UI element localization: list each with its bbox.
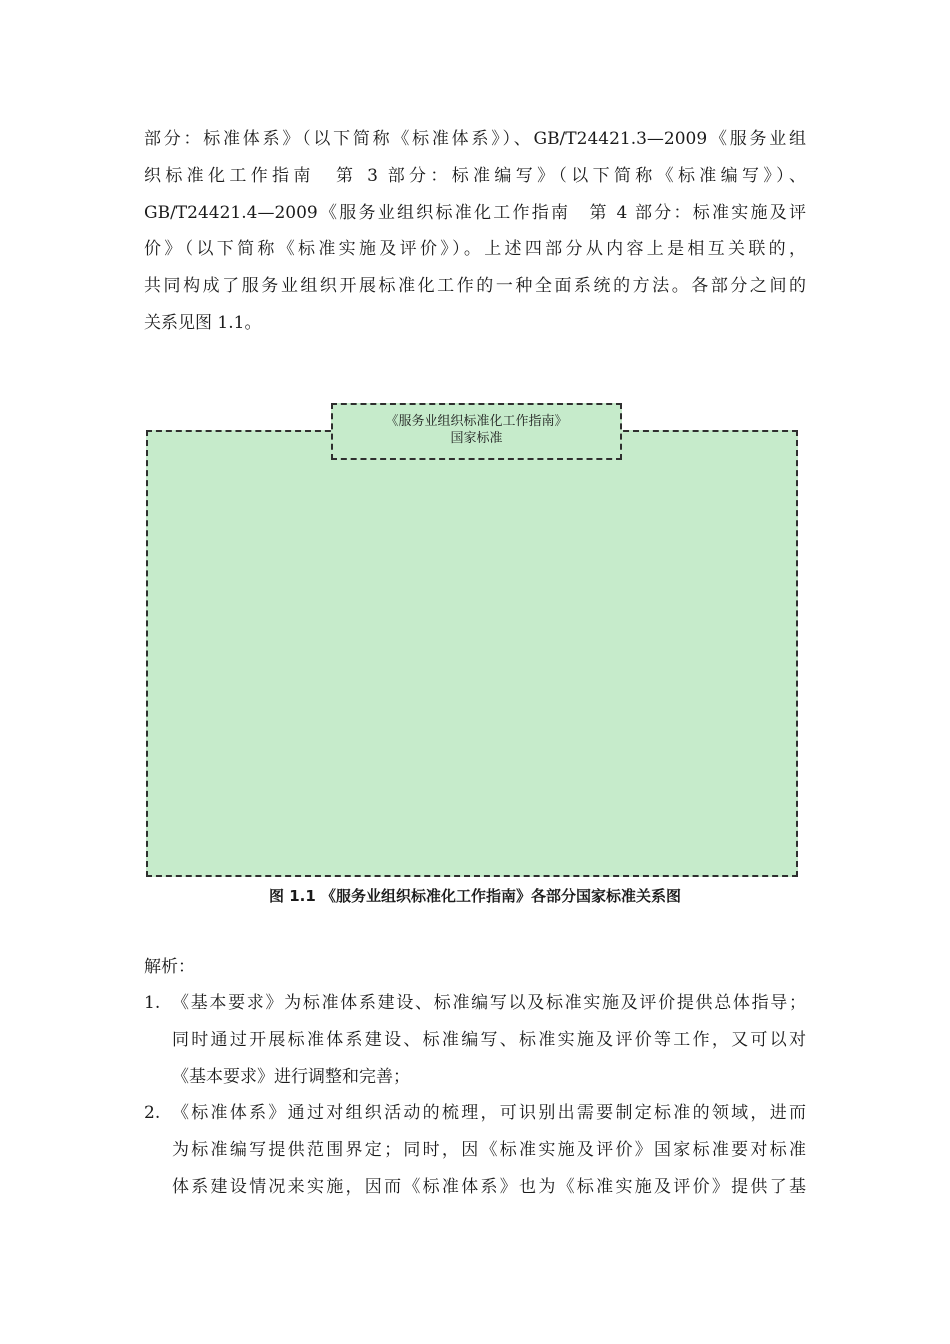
list-item-2-line-1: 《标准体系》通过对组织活动的梳理，可识别出需要制定标准的领域，进而 [172, 1103, 806, 1123]
analysis-heading: 解析： [144, 957, 195, 977]
diagram-header-subtitle: 国家标准 [450, 431, 503, 446]
diagram-container [146, 430, 798, 877]
list-item-2-number: 2. [144, 1103, 161, 1123]
intro-line-3: GB/T24421.4—2009《服务业组织标准化工作指南 第 4 部分：标准实施及评 [144, 203, 806, 223]
intro-line-6: 关系见图 1.1。 [144, 313, 262, 333]
figure-caption: 图 1.1 《服务业组织标准化工作指南》各部分国家标准关系图 [268, 887, 682, 905]
list-item-1-line-2: 同时通过开展标准体系建设、标准编写、标准实施及评价等工作，又可以对 [172, 1030, 806, 1050]
list-item-2-line-2: 为标准编写提供范围界定；同时，因《标准实施及评价》国家标准要对标准 [172, 1140, 806, 1160]
list-item-1-number: 1. [144, 993, 161, 1013]
intro-line-5: 共同构成了服务业组织开展标准化工作的一种全面系统的方法。各部分之间的 [144, 276, 806, 296]
list-item-1-line-1: 《基本要求》为标准体系建设、标准编写以及标准实施及评价提供总体指导； [172, 993, 806, 1013]
intro-line-4: 价》（以下简称《标准实施及评价》）。上述四部分从内容上是相互关联的， [144, 239, 806, 259]
list-item-2-line-3: 体系建设情况来实施，因而《标准体系》也为《标准实施及评价》提供了基 [172, 1177, 806, 1197]
list-item-1-line-3: 《基本要求》进行调整和完善； [172, 1067, 410, 1087]
diagram-header-title: 《服务业组织标准化工作指南》 [385, 414, 568, 429]
diagram-header-box [331, 403, 622, 460]
intro-line-2: 织标准化工作指南 第 3 部分：标准编写》（以下简称《标准编写》）、 [144, 166, 806, 186]
intro-line-1: 部分：标准体系》（以下简称《标准体系》）、GB/T24421.3—2009《服务业组 [144, 129, 806, 149]
